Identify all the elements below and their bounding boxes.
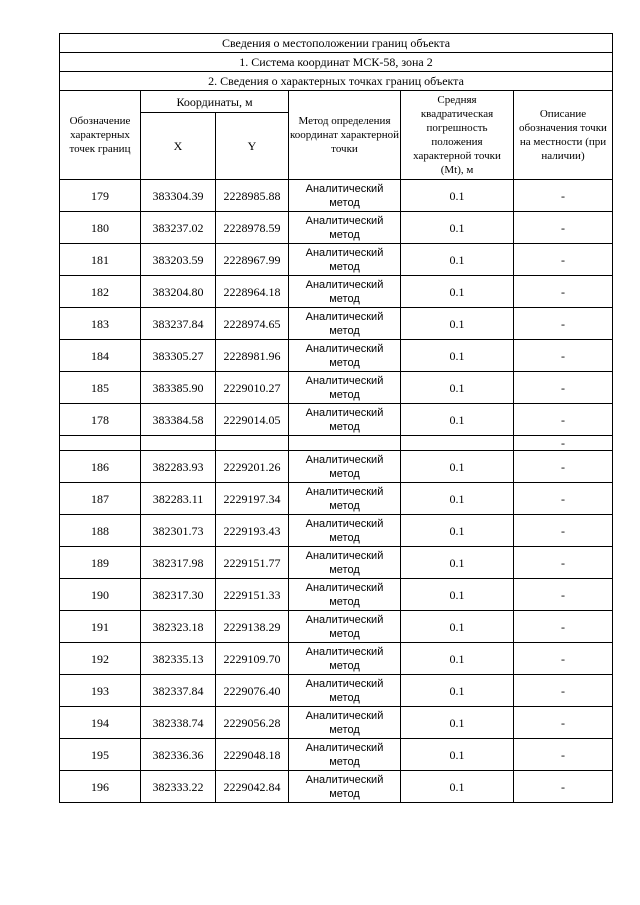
- table-row: [60, 643, 613, 675]
- method-cell: Аналитический метод: [289, 739, 401, 771]
- error-cell: 0.1: [401, 675, 514, 707]
- x-cell: 383237.02: [141, 212, 216, 244]
- x-cell: 382333.22: [141, 771, 216, 803]
- table-row: [60, 372, 613, 404]
- point-cell: 188: [60, 515, 141, 547]
- desc-cell: -: [514, 404, 613, 436]
- error-cell: 0.1: [401, 611, 514, 643]
- x-cell: 382301.73: [141, 515, 216, 547]
- method-cell: [289, 436, 401, 451]
- y-cell: 2229109.70: [216, 643, 289, 675]
- error-cell: [401, 436, 514, 451]
- desc-cell: -: [514, 436, 613, 451]
- y-cell: 2228981.96: [216, 340, 289, 372]
- error-cell: 0.1: [401, 739, 514, 771]
- method-cell: Аналитический метод: [289, 212, 401, 244]
- table-row: [60, 483, 613, 515]
- x-cell: 383304.39: [141, 180, 216, 212]
- header-y: Y: [216, 113, 289, 180]
- error-cell: 0.1: [401, 515, 514, 547]
- desc-cell: -: [514, 451, 613, 483]
- header-coords: Координаты, м: [141, 91, 289, 113]
- desc-cell: -: [514, 643, 613, 675]
- method-cell: Аналитический метод: [289, 180, 401, 212]
- y-cell: 2229151.33: [216, 579, 289, 611]
- desc-cell: -: [514, 276, 613, 308]
- x-cell: 382337.84: [141, 675, 216, 707]
- method-cell: Аналитический метод: [289, 547, 401, 579]
- point-cell: 184: [60, 340, 141, 372]
- x-cell: 382338.74: [141, 707, 216, 739]
- point-cell: 180: [60, 212, 141, 244]
- x-cell: [141, 436, 216, 451]
- point-cell: 196: [60, 771, 141, 803]
- y-cell: 2229197.34: [216, 483, 289, 515]
- table-row: [60, 276, 613, 308]
- x-cell: 382317.98: [141, 547, 216, 579]
- y-cell: 2228974.65: [216, 308, 289, 340]
- method-cell: Аналитический метод: [289, 372, 401, 404]
- x-cell: 382317.30: [141, 579, 216, 611]
- table-row: [60, 707, 613, 739]
- y-cell: [216, 436, 289, 451]
- table-row: [60, 579, 613, 611]
- y-cell: 2229042.84: [216, 771, 289, 803]
- y-cell: 2229193.43: [216, 515, 289, 547]
- desc-cell: -: [514, 675, 613, 707]
- x-cell: 383237.84: [141, 308, 216, 340]
- table-title: Сведения о местоположении границ объекта: [60, 34, 613, 53]
- point-cell: 185: [60, 372, 141, 404]
- error-cell: 0.1: [401, 451, 514, 483]
- desc-cell: -: [514, 212, 613, 244]
- point-cell: 178: [60, 404, 141, 436]
- y-cell: 2229151.77: [216, 547, 289, 579]
- point-cell: 194: [60, 707, 141, 739]
- error-cell: 0.1: [401, 308, 514, 340]
- method-cell: Аналитический метод: [289, 340, 401, 372]
- y-cell: 2229010.27: [216, 372, 289, 404]
- desc-cell: -: [514, 244, 613, 276]
- desc-cell: -: [514, 340, 613, 372]
- desc-cell: -: [514, 579, 613, 611]
- x-cell: 383384.58: [141, 404, 216, 436]
- error-cell: 0.1: [401, 404, 514, 436]
- method-cell: Аналитический метод: [289, 244, 401, 276]
- error-cell: 0.1: [401, 340, 514, 372]
- y-cell: 2228967.99: [216, 244, 289, 276]
- desc-cell: -: [514, 372, 613, 404]
- error-cell: 0.1: [401, 707, 514, 739]
- y-cell: 2229014.05: [216, 404, 289, 436]
- x-cell: 382283.93: [141, 451, 216, 483]
- method-cell: Аналитический метод: [289, 771, 401, 803]
- point-cell: 186: [60, 451, 141, 483]
- section-title: 2. Сведения о характерных точках границ объекта: [60, 72, 613, 91]
- y-cell: 2229138.29: [216, 611, 289, 643]
- x-cell: 382323.18: [141, 611, 216, 643]
- header-error: Средняя квадратическая погрешность положения характерной точки (Mt), м: [401, 91, 514, 180]
- point-cell: 190: [60, 579, 141, 611]
- x-cell: 383204.80: [141, 276, 216, 308]
- x-cell: 383203.59: [141, 244, 216, 276]
- table-row: [60, 340, 613, 372]
- error-cell: 0.1: [401, 771, 514, 803]
- desc-cell: -: [514, 180, 613, 212]
- method-cell: Аналитический метод: [289, 404, 401, 436]
- point-cell: 182: [60, 276, 141, 308]
- title-row-1: [60, 34, 613, 53]
- y-cell: 2229076.40: [216, 675, 289, 707]
- x-cell: 382336.36: [141, 739, 216, 771]
- table-row: [60, 404, 613, 436]
- table-row: [60, 308, 613, 340]
- table-row: [60, 244, 613, 276]
- point-cell: 181: [60, 244, 141, 276]
- y-cell: 2229048.18: [216, 739, 289, 771]
- error-cell: 0.1: [401, 244, 514, 276]
- x-cell: 382283.11: [141, 483, 216, 515]
- desc-cell: -: [514, 547, 613, 579]
- method-cell: Аналитический метод: [289, 515, 401, 547]
- coordinate-system: 1. Система координат МСК-58, зона 2: [60, 53, 613, 72]
- header-x: X: [141, 113, 216, 180]
- point-cell: 193: [60, 675, 141, 707]
- point-cell: 183: [60, 308, 141, 340]
- point-cell: 192: [60, 643, 141, 675]
- table-row: [60, 515, 613, 547]
- separator-row: [60, 436, 613, 451]
- error-cell: 0.1: [401, 276, 514, 308]
- desc-cell: -: [514, 483, 613, 515]
- point-cell: 189: [60, 547, 141, 579]
- point-cell: 191: [60, 611, 141, 643]
- point-cell: 179: [60, 180, 141, 212]
- title-row-2: [60, 53, 613, 72]
- method-cell: Аналитический метод: [289, 579, 401, 611]
- point-cell: [60, 436, 141, 451]
- error-cell: 0.1: [401, 483, 514, 515]
- y-cell: 2229201.26: [216, 451, 289, 483]
- table-row: [60, 675, 613, 707]
- method-cell: Аналитический метод: [289, 707, 401, 739]
- method-cell: Аналитический метод: [289, 675, 401, 707]
- x-cell: 382335.13: [141, 643, 216, 675]
- method-cell: Аналитический метод: [289, 483, 401, 515]
- header-row-1: [60, 91, 613, 113]
- desc-cell: -: [514, 308, 613, 340]
- desc-cell: -: [514, 739, 613, 771]
- desc-cell: -: [514, 515, 613, 547]
- header-description: Описание обозначения точки на местности (при наличии): [514, 91, 613, 180]
- error-cell: 0.1: [401, 643, 514, 675]
- error-cell: 0.1: [401, 180, 514, 212]
- y-cell: 2228978.59: [216, 212, 289, 244]
- y-cell: 2228964.18: [216, 276, 289, 308]
- error-cell: 0.1: [401, 547, 514, 579]
- header-method: Метод определения координат характерной точки: [289, 91, 401, 180]
- point-cell: 195: [60, 739, 141, 771]
- method-cell: Аналитический метод: [289, 611, 401, 643]
- error-cell: 0.1: [401, 212, 514, 244]
- method-cell: Аналитический метод: [289, 308, 401, 340]
- desc-cell: -: [514, 707, 613, 739]
- table-body: [60, 34, 613, 803]
- table-row: [60, 451, 613, 483]
- y-cell: 2228985.88: [216, 180, 289, 212]
- desc-cell: -: [514, 771, 613, 803]
- error-cell: 0.1: [401, 579, 514, 611]
- header-point: Обозначение характерных точек границ: [60, 91, 141, 180]
- table-row: [60, 212, 613, 244]
- table-row: [60, 547, 613, 579]
- boundary-points-table: [59, 33, 613, 803]
- table-row: [60, 611, 613, 643]
- point-cell: 187: [60, 483, 141, 515]
- method-cell: Аналитический метод: [289, 643, 401, 675]
- x-cell: 383385.90: [141, 372, 216, 404]
- desc-cell: -: [514, 611, 613, 643]
- table-row: [60, 180, 613, 212]
- table-row: [60, 739, 613, 771]
- method-cell: Аналитический метод: [289, 451, 401, 483]
- method-cell: Аналитический метод: [289, 276, 401, 308]
- y-cell: 2229056.28: [216, 707, 289, 739]
- title-row-3: [60, 72, 613, 91]
- table-row: [60, 771, 613, 803]
- error-cell: 0.1: [401, 372, 514, 404]
- x-cell: 383305.27: [141, 340, 216, 372]
